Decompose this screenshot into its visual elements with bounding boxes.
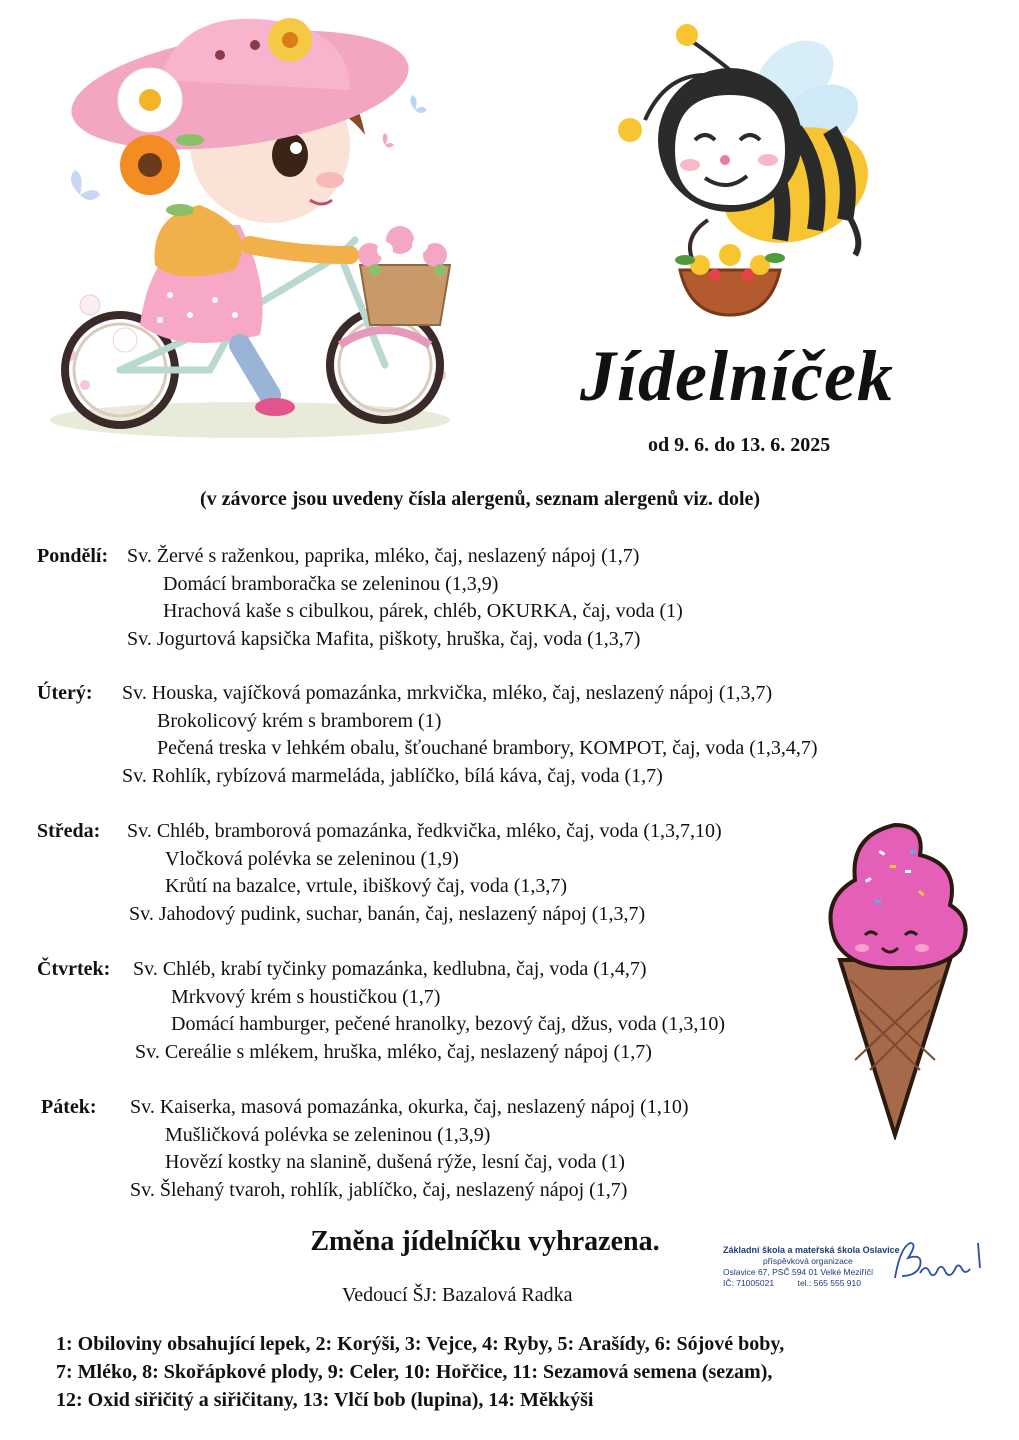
allergen-list: [56, 1330, 996, 1414]
bee-illustration: [590, 20, 890, 320]
meal-line: Sv. Kaiserka, masová pomazánka, okurka, čaj, neslazený nápoj (1,10): [130, 1096, 689, 1118]
manager-signature: [880, 1233, 990, 1293]
allergen-line: 7: Mléko, 8: Skořápkové plody, 9: Celer, 10: Hořčice, 11: Sezamová semena (sezam),: [56, 1361, 773, 1383]
stamp-contacts: IČ: 71005021 tel.: 565 555 910: [723, 1278, 861, 1288]
canteen-manager: Vedoucí ŠJ: Bazalová Radka: [342, 1284, 573, 1306]
day-name: Pondělí:: [37, 545, 109, 567]
day-block-wednesday: [37, 818, 997, 928]
meal-line: Pečená treska v lehkém obalu, šťouchané brambory, KOMPOT, čaj, voda (1,3,4,7): [157, 737, 818, 759]
girl-on-bicycle-illustration: [40, 15, 460, 445]
allergen-line: 12: Oxid siřičitý a siřičitany, 13: Vlčí bob (lupina), 14: Měkkýši: [56, 1389, 594, 1411]
meal-line: Domácí hamburger, pečené hranolky, bezový čaj, džus, voda (1,3,10): [171, 1013, 726, 1035]
meal-line: Mrkvový krém s houstičkou (1,7): [171, 985, 441, 1008]
meal-line: Brokolicový krém s bramborem (1): [157, 709, 442, 732]
day-name: Čtvrtek:: [37, 958, 111, 980]
meal-line: Sv. Žervé s raženkou, paprika, mléko, čaj, neslazený nápoj (1,7): [127, 545, 640, 567]
meal-line: Sv. Jahodový pudink, suchar, banán, čaj, neslazený nápoj (1,3,7): [129, 902, 646, 925]
day-block-monday: [37, 543, 997, 653]
day-name: Úterý:: [37, 682, 93, 704]
meal-line: Sv. Cereálie s mlékem, hruška, mléko, čaj, neslazený nápoj (1,7): [135, 1040, 652, 1063]
menu-date-range: od 9. 6. do 13. 6. 2025: [648, 434, 831, 456]
menu-title: Jídelníček: [580, 336, 894, 416]
meal-line: Krůtí na bazalce, vrtule, ibiškový čaj, voda (1,3,7): [165, 875, 568, 897]
day-name: Pátek:: [41, 1096, 97, 1118]
day-block-thursday: [37, 956, 997, 1066]
meal-line: Sv. Chléb, krabí tyčinky pomazánka, kedlubna, čaj, voda (1,4,7): [133, 958, 647, 980]
meal-line: Sv. Chléb, bramborová pomazánka, ředkvička, mléko, čaj, voda (1,3,7,10): [127, 820, 722, 842]
stamp-address: Oslavice 67, PSČ 594 01 Velké Meziříčí: [723, 1267, 874, 1277]
allergen-line: 1: Obiloviny obsahující lepek, 2: Korýši, 3: Vejce, 4: Ryby, 5: Arašídy, 6: Sójové boby,: [56, 1333, 785, 1355]
meal-line: Hrachová kaše s cibulkou, párek, chléb, OKURKA, čaj, voda (1): [163, 600, 683, 622]
meal-line: Mušličková polévka se zeleninou (1,3,9): [165, 1123, 491, 1146]
meal-line: Domácí bramboračka se zeleninou (1,3,9): [163, 572, 499, 595]
stamp-org-type: příspěvková organizace: [763, 1256, 853, 1266]
meal-line: Vločková polévka se zeleninou (1,9): [165, 847, 459, 870]
meal-line: Sv. Houska, vajíčková pomazánka, mrkvička, mléko, čaj, neslazený nápoj (1,3,7): [122, 682, 773, 704]
meal-line: Sv. Šlehaný tvaroh, rohlík, jablíčko, čaj, neslazený nápoj (1,7): [130, 1178, 628, 1201]
meal-line: Sv. Rohlík, rybízová marmeláda, jablíčko, bílá káva, čaj, voda (1,7): [122, 764, 663, 787]
day-block-tuesday: [37, 680, 997, 790]
menu-change-notice: Změna jídelníčku vyhrazena.: [310, 1226, 660, 1257]
day-name: Středa:: [37, 820, 101, 842]
stamp-school-name: Základní škola a mateřská škola Oslavice: [723, 1245, 900, 1255]
allergen-note: (v závorce jsou uvedeny čísla alergenů, seznam alergenů viz. dole): [199, 488, 761, 510]
day-block-friday: [37, 1094, 997, 1204]
meal-line: Hovězí kostky na slanině, dušená rýže, lesní čaj, voda (1): [165, 1151, 625, 1173]
meal-line: Sv. Jogurtová kapsička Mafita, piškoty, hruška, čaj, voda (1,3,7): [127, 627, 641, 650]
